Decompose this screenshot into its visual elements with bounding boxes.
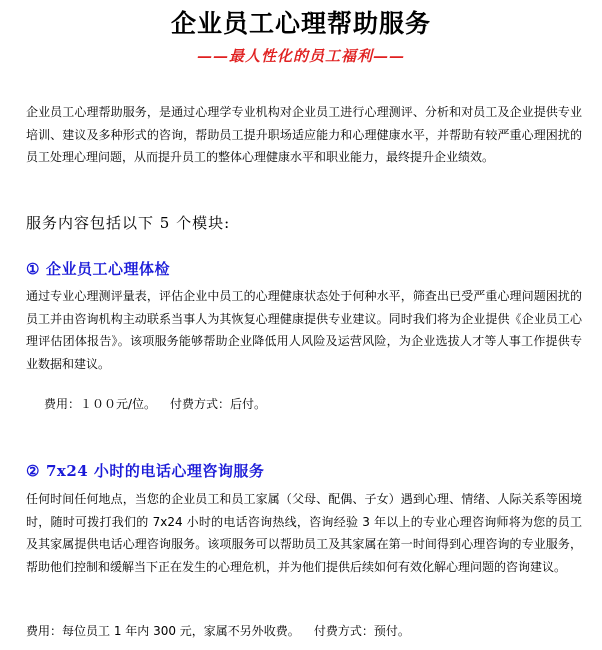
module-fee-2: 费用：每位员工 1 年内 300 元，家属不另外收费。 bbox=[26, 624, 300, 638]
module-fee-1: 费用：１００元/位。 bbox=[44, 397, 157, 411]
module-description-2: 任何时间任何地点，当您的企业员工和员工家属（父母、配偶、子女）遇到心理、情绪、人际关系等困境时，随时可拨打我们的 7x24 小时的电话咨询热线，咨询经验 3 年以上的专业心理咨询师将为您的员工及其家属提供电话心理咨询服务。该项服务可以帮助员工及其家属在第一时间得到心理咨询的专业服务，帮助他们控制和缓解当下正在发生的心理危机，并为他们提供后续如何有效化解心理问题的咨询建议。 bbox=[26, 492, 582, 574]
module-number-1: ① bbox=[26, 260, 40, 278]
module-number-2: ② bbox=[26, 462, 40, 480]
modules-intro: 服务内容包括以下 5 个模块: bbox=[26, 214, 231, 232]
module-payment-1: 付费方式：后付。 bbox=[170, 397, 267, 411]
module-title-1: 企业员工心理体检 bbox=[45, 260, 170, 278]
intro-paragraph: 企业员工心理帮助服务，是通过心理学专业机构对企业员工进行心理测评、分析和对员工及企业提供专业培训、建议及多种形式的咨询，帮助员工提升职场适应能力和心理健康水平，并帮助有较严重心理困扰的员工处理心理问题，从而提升员工的整体心理健康水平和职业能力，最终提升企业绩效。 bbox=[26, 105, 582, 164]
module-fee-line-2 bbox=[26, 622, 410, 639]
module-heading-1 bbox=[26, 258, 170, 279]
module-fee-line-1 bbox=[44, 395, 266, 412]
page-title: 企业员工心理帮助服务 bbox=[170, 9, 431, 38]
page-subtitle: ——最人性化的员工福利—— bbox=[196, 47, 405, 65]
module-heading-2 bbox=[26, 460, 264, 481]
module-title-2: 7x24 小时的电话心理咨询服务 bbox=[45, 462, 265, 480]
module-payment-2: 付费方式：预付。 bbox=[313, 624, 410, 638]
module-description-1: 通过专业心理测评量表，评估企业中员工的心理健康状态处于何种水平，筛查出已受严重心理问题困扰的员工并由咨询机构主动联系当事人为其恢复心理健康提供专业建议。同时我们将为企业提供《企业员工心理评估团体报告》。该项服务能够帮助企业降低用人风险及运营风险，为企业选拔人才等人事工作提供专业数据和建议。 bbox=[26, 289, 582, 371]
